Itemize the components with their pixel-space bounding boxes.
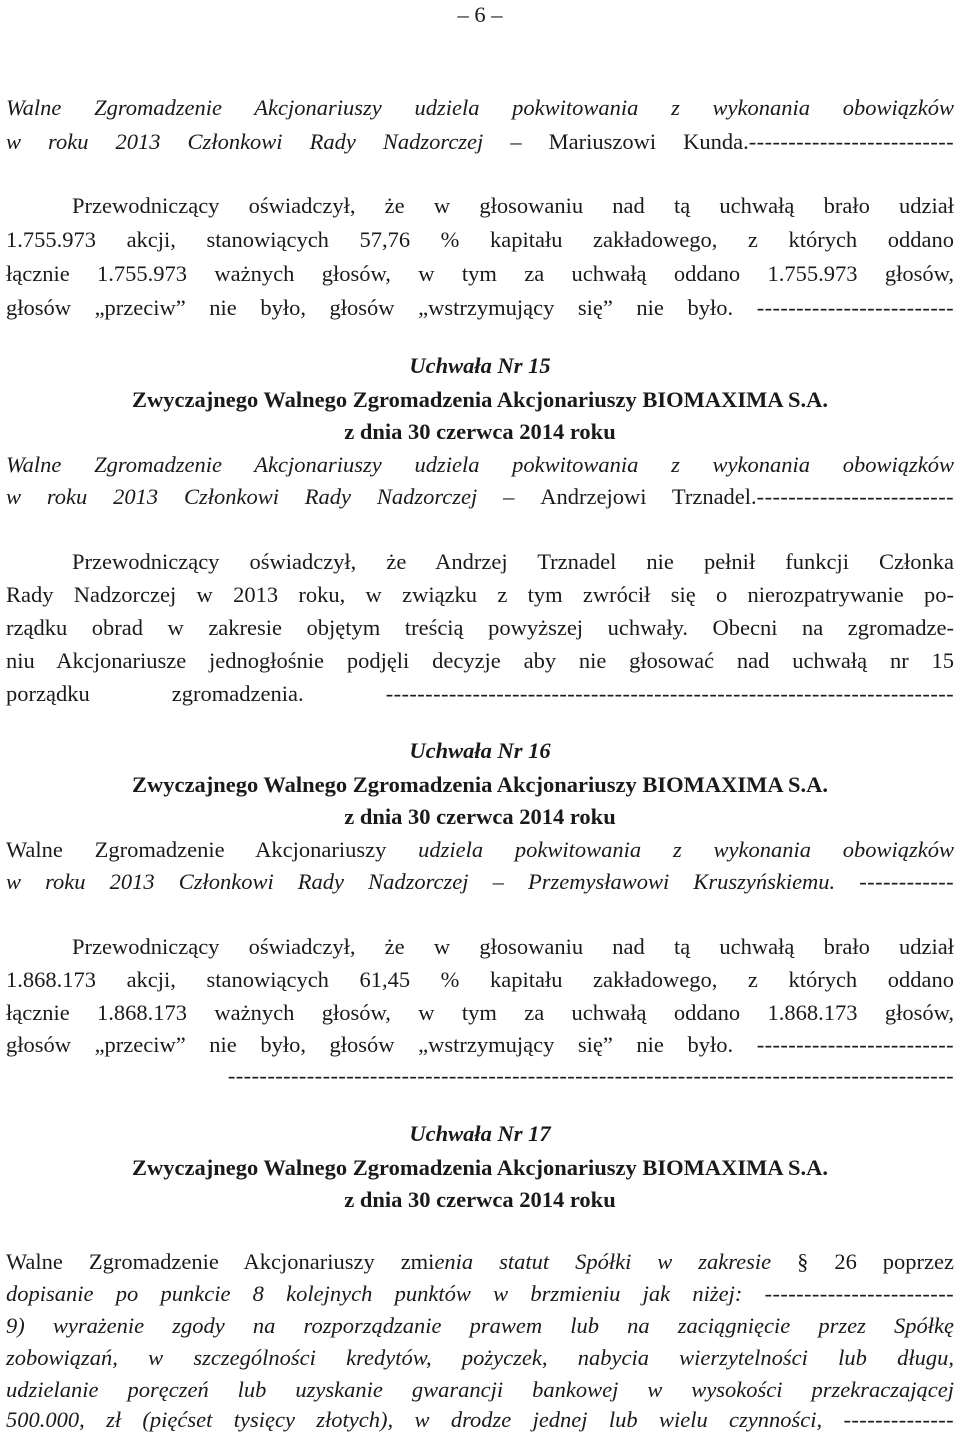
resolution-text-part: w roku 2013 Członkowi Rady Nadzorczej – (6, 129, 549, 154)
resolution-date: z dnia 30 czerwca 2014 roku (344, 1187, 616, 1212)
vote-result-line: Przewodniczący oświadczył, że w głosowaniu nad tą uchwałą brało udział (72, 934, 954, 959)
resolution-title-15: Uchwała Nr 15 (409, 353, 551, 378)
resolution-text-part: enia statut Spółki w zakresie (434, 1249, 798, 1274)
statute-text-part: 500.000, zł (pięćset tysięcy złotych), w drodze jednej lub wielu czynności, (6, 1407, 823, 1432)
resolution-date: z dnia 30 czerwca 2014 roku (344, 419, 616, 444)
resolution-text-line (6, 866, 954, 898)
resolution-text-part: dopisanie po punkcie 8 kolejnych punktów w brzmieniu jak niżej: (6, 1281, 743, 1306)
vote-result-line: 1.868.173 akcji, stanowiących 61,45 % kapitału zakładowego, z których oddano (6, 967, 954, 992)
resolution-assembly: Zwyczajnego Walnego Zgromadzenia Akcjonariuszy BIOMAXIMA S.A. (131, 387, 829, 412)
resolution-text-line: Walne Zgromadzenie Akcjonariuszy udziela pokwitowania z wykonania obowiązków (6, 95, 954, 120)
separator-dashes: -------------------------------------------------------------------------------------------- (227, 1063, 954, 1088)
statement-line: Przewodniczący oświadczył, że Andrzej Trznadel nie pełnił funkcji Członka (72, 549, 954, 574)
vote-result-line: 1.755.973 akcji, stanowiących 57,76 % kapitału zakładowego, z których oddano (6, 227, 954, 252)
resolution-title-16: Uchwała Nr 16 (409, 738, 551, 763)
resolution-text-part: Walne Zgromadzenie Akcjonariuszy (6, 837, 419, 862)
resolution-text-line (6, 834, 954, 866)
resolution-date: z dnia 30 czerwca 2014 roku (344, 804, 616, 829)
filler-dashes: ------------------------------------------------------------------------ (385, 681, 954, 706)
vote-result-line (6, 292, 954, 324)
resolution-text-line (6, 1278, 954, 1310)
statement-line: Rady Nadzorczej w 2013 roku, w związku z tym zwrócił się o nierozpatrywanie po- (6, 582, 954, 607)
filler-dashes: ------------------------- (756, 484, 954, 509)
vote-result-part: głosów „przeciw” nie było, głosów „wstrzymujący się” nie było. (6, 295, 734, 320)
statute-text-line: 9) wyrażenie zgody na rozporządzanie prawem lub na zaciągnięcie przez Spółkę (6, 1313, 954, 1338)
resolution-text-part: w roku 2013 Członkowi Rady Nadzorczej – (6, 484, 541, 509)
resolution-text-line (6, 1246, 954, 1278)
board-member-name: Mariuszowi Kunda. (548, 129, 749, 154)
statement-part: porządku zgromadzenia. (6, 681, 304, 706)
vote-result-line: Przewodniczący oświadczył, że w głosowaniu nad tą uchwałą brało udział (72, 193, 954, 218)
resolution-title-17: Uchwała Nr 17 (409, 1121, 551, 1146)
vote-result-line: łącznie 1.868.173 ważnych głosów, w tym za uchwałą oddano 1.868.173 głosów, (6, 1000, 954, 1025)
vote-result-line: łącznie 1.755.973 ważnych głosów, w tym za uchwałą oddano 1.755.973 głosów, (6, 261, 954, 286)
resolution-text-line: Walne Zgromadzenie Akcjonariuszy udziela pokwitowania z wykonania obowiązków (6, 452, 954, 477)
statute-text-line: udzielanie poręczeń lub uzyskanie gwarancji bankowej w wysokości przekraczającej (6, 1377, 954, 1402)
vote-result-part: głosów „przeciw” nie było, głosów „wstrzymujący się” nie było. (6, 1032, 734, 1057)
filler-dashes: -------------------------- (748, 129, 954, 154)
resolution-text-part: w roku 2013 Członkowi Rady Nadzorczej – Przemysławowi Kruszyńskiemu. (6, 869, 836, 894)
resolution-assembly: Zwyczajnego Walnego Zgromadzenia Akcjonariuszy BIOMAXIMA S.A. (131, 1155, 829, 1180)
statement-line: rządku obrad w zakresie objętym treścią powyższej uchwały. Obecni na zgromadze- (6, 615, 954, 640)
resolution-text-line (6, 481, 954, 513)
page-number: – 6 – (457, 2, 503, 27)
resolution-assembly: Zwyczajnego Walnego Zgromadzenia Akcjonariuszy BIOMAXIMA S.A. (131, 772, 829, 797)
filler-dashes: ------------------------ (764, 1281, 954, 1306)
statute-text-line (6, 1404, 954, 1436)
filler-dashes: ------------ (859, 869, 954, 894)
statement-line: niu Akcjonariusze jednogłośnie podjęli decyzje aby nie głosować nad uchwałą nr 15 (6, 648, 954, 673)
resolution-text-part: udziela pokwitowania z wykonania obowiązków (418, 837, 954, 862)
statute-section: § 26 poprzez (797, 1249, 954, 1274)
filler-dashes: ------------------------- (756, 1032, 954, 1057)
statute-text-line: zobowiązań, w szczególności kredytów, pożyczek, nabycia wierzytelności lub długu, (6, 1345, 954, 1370)
filler-dashes: -------------- (843, 1407, 954, 1432)
board-member-name: Andrzejowi Trznadel. (540, 484, 757, 509)
statement-line (6, 678, 954, 710)
resolution-text-part: Walne Zgromadzenie Akcjonariuszy zmi (6, 1249, 435, 1274)
filler-dashes: ------------------------- (756, 295, 954, 320)
vote-result-line (6, 1029, 954, 1061)
resolution-text-line (6, 126, 954, 158)
